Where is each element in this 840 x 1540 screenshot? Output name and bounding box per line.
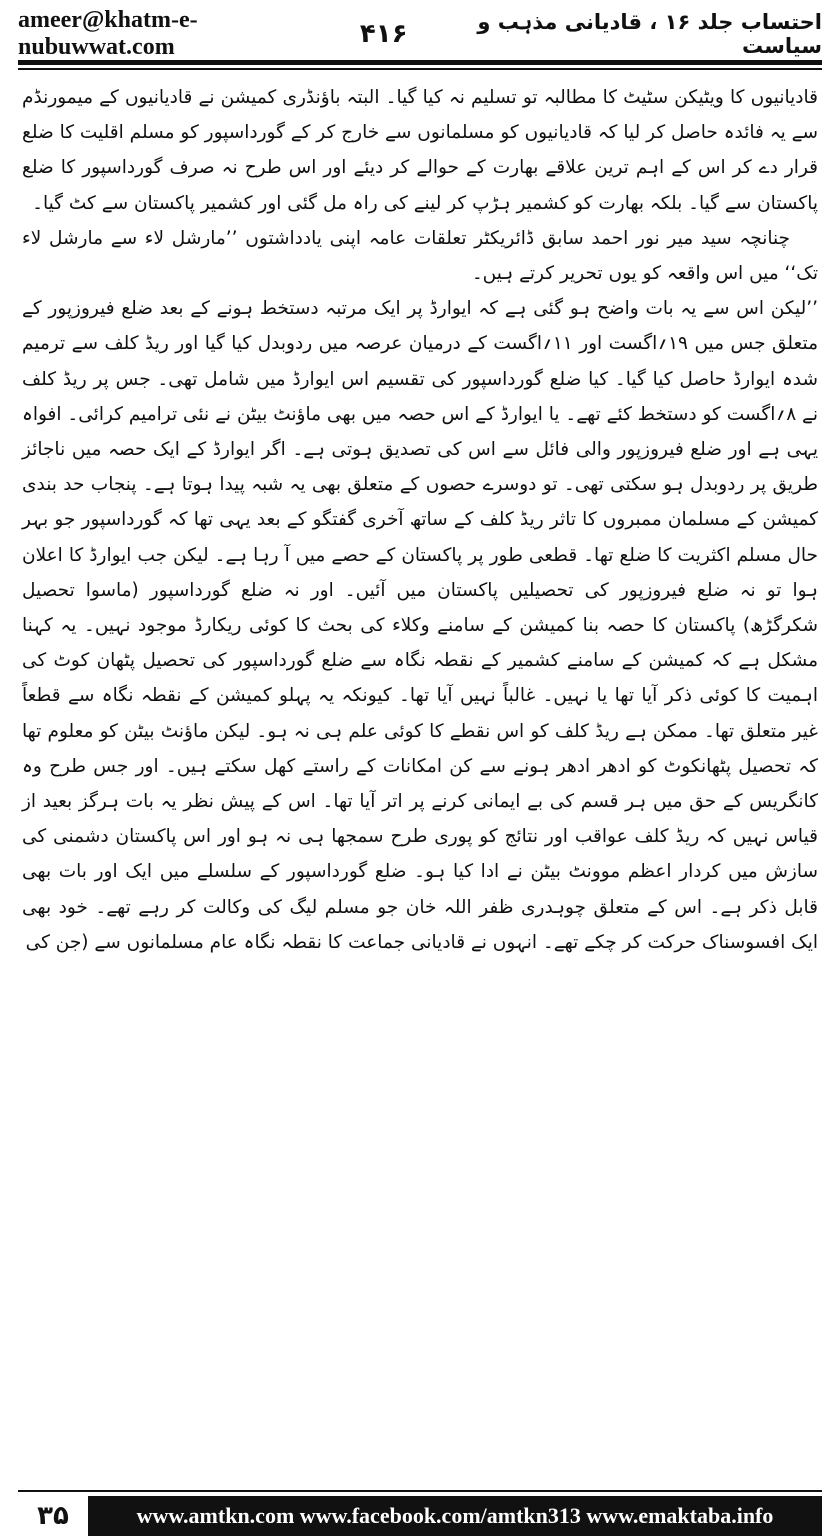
header-rule-thick: [18, 60, 822, 65]
header-page-number: ۴۱۶: [359, 19, 408, 49]
paragraph-3-quote: ’’لیکن اس سے یہ بات واضح ہو گئی ہے کہ ایوارڈ پر ایک مرتبہ دستخط ہونے کے بعد ضلع فیروزپور کے متعلق جس میں ۱۹؍اگست اور ۱۱؍اگست کے درمیان عرصہ میں ردوبدل کیا گیا اور ریڈ کلف سے ترمیم شدہ ایوارڈ حاصل کیا گیا۔ کیا ضلع گورداسپور کی تقسیم اس ایوارڈ میں شامل تھی۔ جس پر ریڈ کلف نے ۸؍اگست کو دستخط کئے تھے۔ یا ایوارڈ کے اس حصہ میں بھی ماؤنٹ بیٹن نے نئی ترامیم کرائی۔ افواہ یہی ہے اور ضلع فیروزپور والی فائل سے اس کی تصدیق ہوتی ہے۔ اگر ایوارڈ کے ایک حصہ میں ناجائز طریق پر ردوبدل ہو سکتی تھی۔ تو دوسرے حصوں کے متعلق بھی یہ شبہ پیدا ہوتا ہے۔ پنجاب حد بندی کمیشن کے مسلمان ممبروں کا تاثر ریڈ کلف کے ساتھ آخری گفتگو کے بعد یہی تھا کہ گورداسپور جو بہر حال مسلم اکثریت کا ضلع تھا۔ قطعی طور پر پاکستان کے حصے میں آ رہا ہے۔ لیکن جب ایوارڈ کا اعلان ہوا تو نہ ضلع فیروزپور کی تحصیلیں پاکستان میں آئیں۔ اور نہ ضلع گورداسپور (ماسوا تحصیل شکرگڑھ) پاکستان کا حصہ بنا کمیشن کے سامنے وکلاء کی بحث کا کوئی ریکارڈ موجود نہیں۔ یہ کہنا مشکل ہے کہ کمیشن کے سامنے کشمیر کے نقطہ نگاہ سے ضلع گورداسپور کی تحصیل پٹھان کوٹ کی اہمیت کا کوئی ذکر آیا تھا یا نہیں۔ غالباً نہیں آیا تھا۔ کیونکہ یہ پہلو کمیشن کے نقطہ نگاہ سے قطعاً غیر متعلق تھا۔ ممکن ہے ریڈ کلف کو اس نقطے کا کوئی علم ہی نہ ہو۔ لیکن ماؤنٹ بیٹن کو معلوم تھا کہ تحصیل پٹھانکوٹ کو ادھر ادھر ہونے سے کن امکانات کے راستے کھل سکتے ہیں۔ اور جس طرح وہ کانگریس کے حق میں ہر قسم کی بے ایمانی کرنے پر اتر آیا تھا۔ اس کے پیش نظر یہ بات ہرگز بعید از قیاس نہیں کہ ریڈ کلف عواقب اور نتائج کو پوری طرح سمجھا ہی نہ ہو اور اس پاکستان دشمنی کی سازش میں کردار اعظم موونٹ بیٹن نے ادا کیا ہو۔ ضلع گورداسپور کے سلسلے میں ایک اور بات بھی قابل ذکر ہے۔ اس کے متعلق چوہدری ظفر اللہ خان جو مسلم لیگ کی وکالت کر رہے تھے۔ خود بھی ایک افسوسناک حرکت کر چکے تھے۔ انہوں نے قادیانی جماعت کا نقطہ نگاہ عام مسلمانوں سے (جن کی: [22, 298, 818, 953]
footer-rule: [18, 1490, 822, 1492]
footer-bar: [18, 1496, 822, 1536]
header-title: احتساب جلد ۱۶ ، قادیانی مذہب و سیاست: [477, 10, 822, 58]
footer-links[interactable]: www.amtkn.com www.facebook.com/amtkn313 www.emaktaba.info: [136, 1503, 774, 1528]
paragraph-2: چنانچہ سید میر نور احمد سابق ڈائریکٹر تعلقات عامہ اپنی یادداشتوں ’’مارشل لاء سے مارشل لاء تک‘‘ میں اس واقعہ کو یوں تحریر کرتے ہیں۔: [22, 227, 818, 285]
header-left: [18, 7, 408, 61]
page-header: [18, 7, 822, 60]
header-email[interactable]: ameer@khatm-e-nubuwwat.com: [18, 7, 198, 60]
header-rule-thin: [18, 68, 822, 70]
footer-page-number: ۳۵: [18, 1496, 88, 1536]
paragraph-1: قادیانیوں کا ویٹیکن سٹیٹ کا مطالبہ تو تسلیم نہ کیا گیا۔ البتہ باؤنڈری کمیشن نے قادیانیوں کے میمورنڈم سے یہ فائدہ حاصل کر لیا کہ قادیانیوں کو مسلمانوں سے خارج کر کے گورداسپور کو مسلم اقلیت کا ضلع قرار دے کر اس کے اہم ترین علاقے بھارت کے حوالے کر دیئے اور اس طرح نہ صرف گورداسپور کا ضلع پاکستان سے گیا۔ بلکہ بھارت کو کشمیر ہڑپ کر لینے کی راہ مل گئی اور کشمیر پاکستان سے کٹ گیا۔: [22, 87, 818, 214]
body-text: [22, 80, 818, 960]
